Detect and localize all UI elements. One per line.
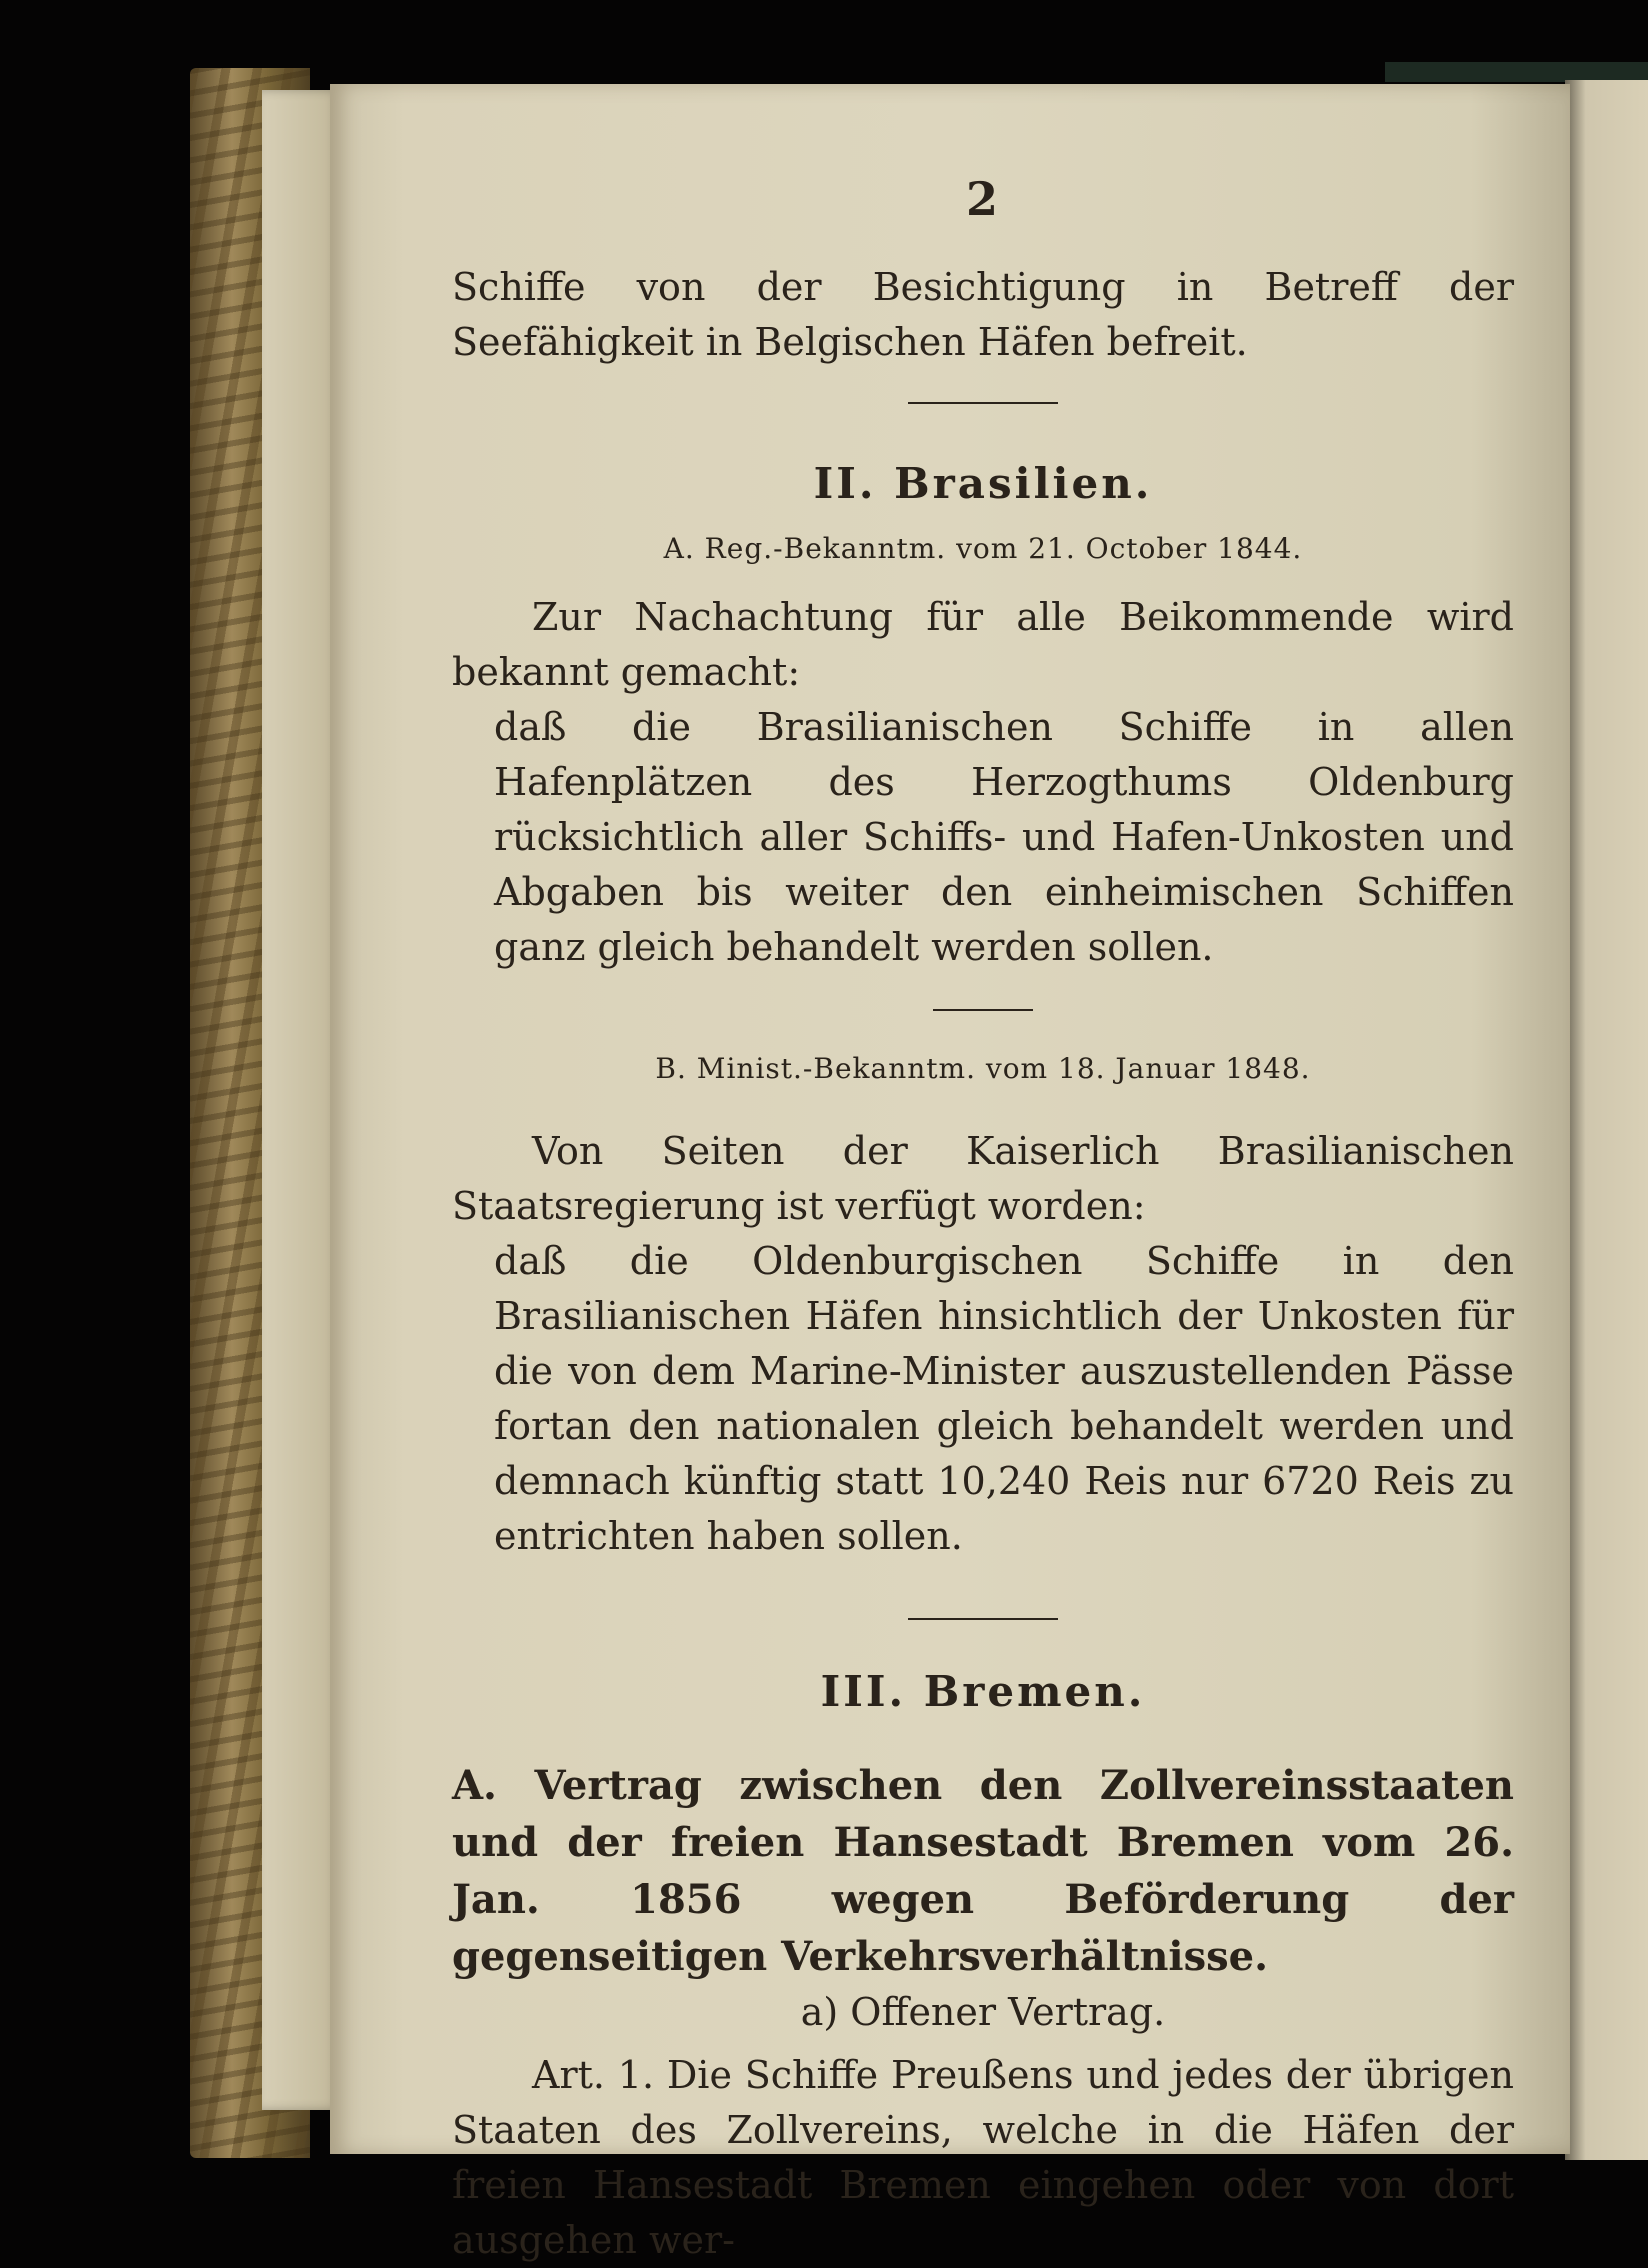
- paragraph-a-intro: Zur Nachachtung für alle Beikommende wird bekannt gemacht:: [452, 595, 1514, 694]
- intro-paragraph: Schiffe von der Besichtigung in Betreff der Seefähigkeit in Belgischen Häfen befreit.: [452, 265, 1514, 364]
- section-heading-bremen: III. Bremen.: [820, 1667, 1146, 1716]
- page-number: 2: [965, 172, 998, 226]
- cover-top-strip: [1385, 62, 1648, 82]
- article-1: Art. 1. Die Schiffe Preußens und jedes der übrigen Staaten des Zollvereins, welche in die Häfen der freien Hansestadt Bremen eingehen oder von dort ausgehen wer-: [452, 2053, 1514, 2262]
- treaty-title: A. Vertrag zwischen den Zollvereinsstaaten und der freien Hansestadt Bremen vom 26. Jan. 1856 wegen Beförderung der gegenseitigen Verkehrsverhältnisse.: [452, 1762, 1514, 1980]
- open-treaty-heading: a) Offener Vertrag.: [800, 1990, 1166, 2034]
- subheading-a: A. Reg.-Bekanntm. vom 21. October 1844.: [663, 532, 1303, 565]
- opposite-page-edge: [1565, 80, 1648, 2160]
- paragraph-b-text: daß die Oldenburgischen Schiffe in den Brasilianischen Häfen hinsichtlich der Unkosten für die von dem Marine-Minister auszustellenden Pässe fortan den nationalen gleich behandelt werden und demnach künftig statt 10,240 Reis nur 6720 Reis zu entrichten haben sollen.: [494, 1239, 1514, 1558]
- subheading-b: B. Minist.-Bekanntm. vom 18. Januar 1848.: [655, 1052, 1311, 1085]
- paragraph-b-intro: Von Seiten der Kaiserlich Brasilianischen Staatsregierung ist verfügt worden:: [452, 1129, 1514, 1228]
- section-heading-brasilien: II. Brasilien.: [813, 459, 1153, 508]
- page-text: [452, 170, 1514, 2268]
- paragraph-a-text: daß die Brasilianischen Schiffe in allen Hafenplätzen des Herzogthums Oldenburg rücksichtlich aller Schiffs- und Hafen-Unkosten und Abgaben bis weiter den einheimischen Schiffen ganz gleich behandelt werden sollen.: [494, 705, 1514, 969]
